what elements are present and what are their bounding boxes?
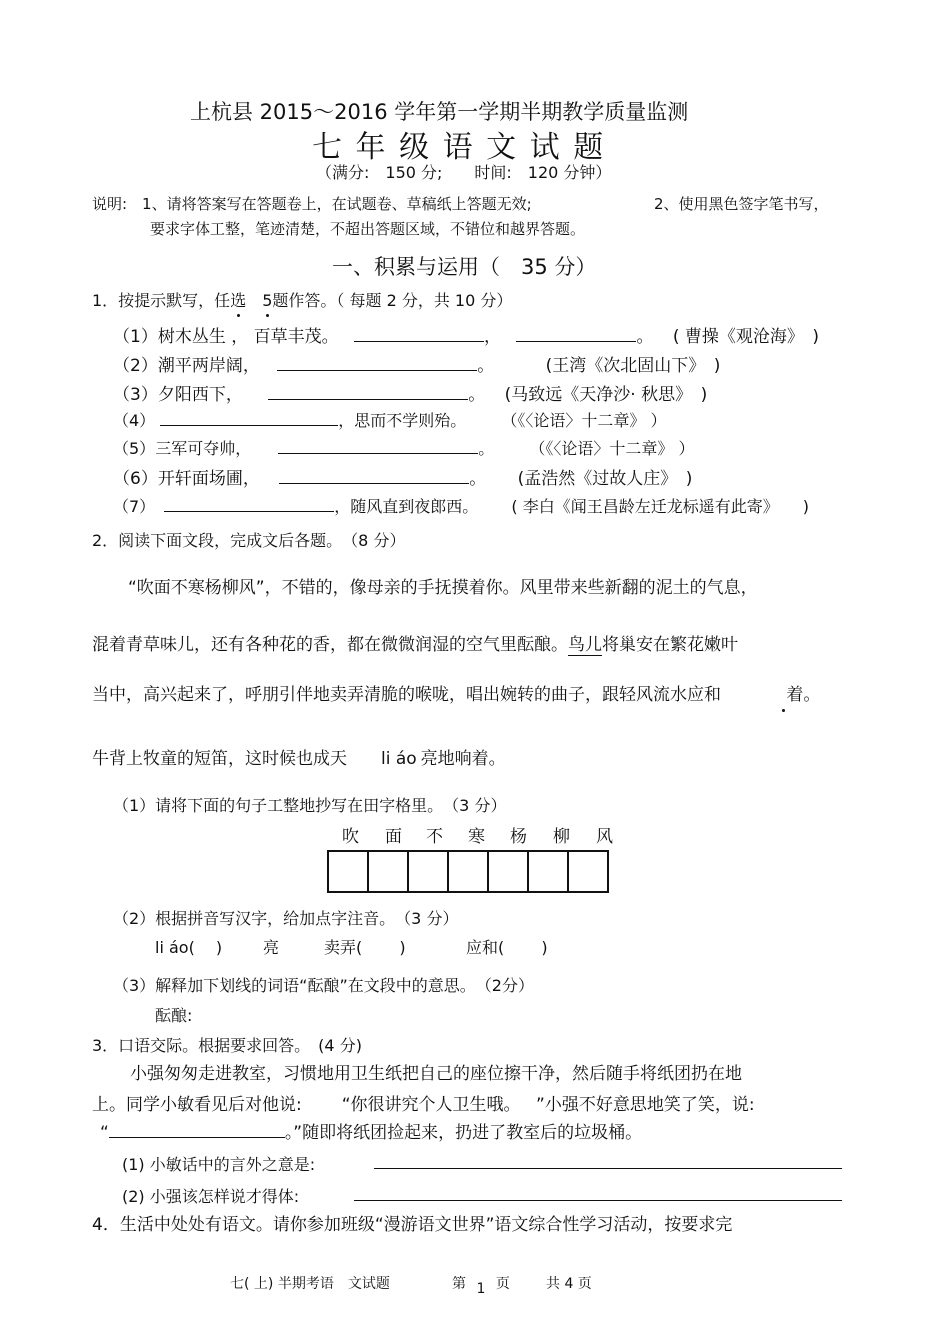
footer-exam-name: 七( 上) 半期考语 文试题 <box>230 1276 390 1292</box>
q3-para-line-2: 上。同学小敏看见后对他说: “你很讲究个人卫生哦。 ”小强不好意思地笑了笑，说: <box>92 1095 755 1115</box>
q3-para-line-1: 小强匆匆走进教室，习惯地用卫生纸把自己的座位擦干净，然后随手将纸团扔在地 <box>130 1064 742 1084</box>
answer-blank[interactable] <box>279 467 469 484</box>
grid-cell[interactable] <box>327 850 369 893</box>
passage-line-2: 混着青草味儿，还有各种花的香，都在微微润湿的空气里酝酿。鸟儿将巢安在繁花嫩叶 <box>92 635 738 655</box>
q2-sub-1: （1）请将下面的句子工整地抄写在田字格里。 （3 分） <box>113 796 507 815</box>
q1-item-5: （5）三军可夺帅， 。 （《〈论语〉十二章》 ） <box>113 439 695 458</box>
pinyin-item-3: 卖弄( ) <box>324 938 406 957</box>
answer-blank[interactable] <box>354 325 484 342</box>
q2-sub-3: （3）解释加下划线的词语“酝酿”在文段中的意思。 （2分） <box>113 976 534 995</box>
grid-character: 面 <box>385 827 402 847</box>
question-3-stem: 3．口语交际。根据要求回答。 (4 分) <box>92 1036 362 1055</box>
passage-line-3: 当中，高兴起来了，呼朋引伴地卖弄清脆的喉咙，唱出婉转的曲子，跟轻风流水应和 着。 <box>92 685 821 705</box>
q1-item-3: （3）夕阳西下， 。 (马致远《天净沙· 秋思》 ) <box>113 385 708 405</box>
q1-item-2: （2）潮平两岸阔， 。 (王湾《次北固山下》 ) <box>113 356 721 376</box>
grid-character: 风 <box>596 827 613 847</box>
grid-character: 寒 <box>468 827 485 847</box>
page-number: 1 <box>476 1281 486 1297</box>
grid-character: 不 <box>426 827 443 847</box>
instructions-line1-part2: 2、使用黑色签字笔书写， <box>654 195 829 213</box>
q3-sub-1: (1) 小敏话中的言外之意是: <box>122 1155 316 1174</box>
grid-cell[interactable] <box>567 850 609 893</box>
q1-item-7: （7） ，随风直到夜郎西。 ( 李白《闻王昌龄左迁龙标遥有此寄》 ) <box>113 497 809 516</box>
q1-item-1: （1）树木丛生 ， 百草丰茂。 ， 。 ( 曹操《观沧海》 ) <box>113 327 820 347</box>
footer-total-pages: 共 4 页 <box>546 1276 592 1292</box>
q2-sub-3-label: 酝酿: <box>155 1006 193 1025</box>
question-2-stem: 2．阅读下面文段，完成文后各题。 （8 分） <box>92 531 406 550</box>
passage-line-1: “吹面不寒杨柳风”，不错的，像母亲的手抚摸着你。风里带来些新翻的泥土的气息， <box>128 578 758 598</box>
pinyin-item-2: 亮 <box>263 938 280 957</box>
grid-character: 柳 <box>553 827 570 847</box>
q1-item-4: （4） ，思而不学则殆。 （《〈论语〉十二章》 ） <box>113 411 667 430</box>
q1-item-6: （6）开轩面场圃， 。 (孟浩然《过故人庄》 ) <box>113 469 693 489</box>
grid-cell[interactable] <box>407 850 449 893</box>
grid-cell[interactable] <box>447 850 489 893</box>
answer-blank[interactable] <box>516 325 636 342</box>
answer-blank[interactable] <box>160 409 338 426</box>
q2-sub-2: （2）根据拼音写汉字，给加点字注音。 （3 分） <box>113 909 459 928</box>
answer-blank[interactable] <box>164 495 334 512</box>
answer-line[interactable] <box>354 1200 842 1201</box>
grid-cell[interactable] <box>527 850 569 893</box>
grid-cell[interactable] <box>367 850 409 893</box>
exam-subject-title: 七 年 级 语 文 试 题 <box>312 130 606 165</box>
score-time-info: （满分: 150 分; 时间: 120 分钟） <box>316 163 612 182</box>
pinyin-item-1: li áo( ) <box>155 938 223 957</box>
question-1-stem: 1．按提示默写，任选 5题作答。（ 每题 2 分，共 10 分） <box>92 291 513 310</box>
instructions-line2: 要求字体工整，笔迹清楚，不超出答题区域，不错位和越界答题。 <box>150 220 586 238</box>
instructions-line1: 说明: 1、请将答案写在答题卷上，在试题卷、草稿纸上答题无效; <box>92 195 532 213</box>
exam-header-title: 上杭县 2015～2016 学年第一学期半期教学质量监测 <box>190 100 689 124</box>
answer-line[interactable] <box>374 1168 842 1169</box>
q3-sub-2: (2) 小强该怎样说才得体: <box>122 1187 300 1206</box>
answer-blank[interactable] <box>278 437 478 454</box>
answer-blank[interactable] <box>109 1121 285 1138</box>
tianzige-grid <box>327 850 609 893</box>
footer-page-label: 第 1 页 <box>452 1276 510 1297</box>
grid-cell[interactable] <box>487 850 529 893</box>
answer-blank[interactable] <box>268 383 468 400</box>
q3-para-line-3: “ 。”随即将纸团捡起来，扔进了教室后的垃圾桶。 <box>100 1123 643 1143</box>
question-4-stem: 4．生活中处处有语文。请你参加班级“漫游语文世界”语文综合性学习活动，按要求完 <box>92 1215 733 1235</box>
passage-line-4: 牛背上牧童的短笛，这时候也成天 li áo 亮地响着。 <box>92 749 506 769</box>
section-heading: 一、积累与运用（ 35 分） <box>332 255 597 279</box>
pinyin-item-4: 应和( ) <box>466 938 548 957</box>
grid-character: 吹 <box>342 827 359 847</box>
answer-blank[interactable] <box>277 354 477 371</box>
grid-character: 杨 <box>510 827 527 847</box>
